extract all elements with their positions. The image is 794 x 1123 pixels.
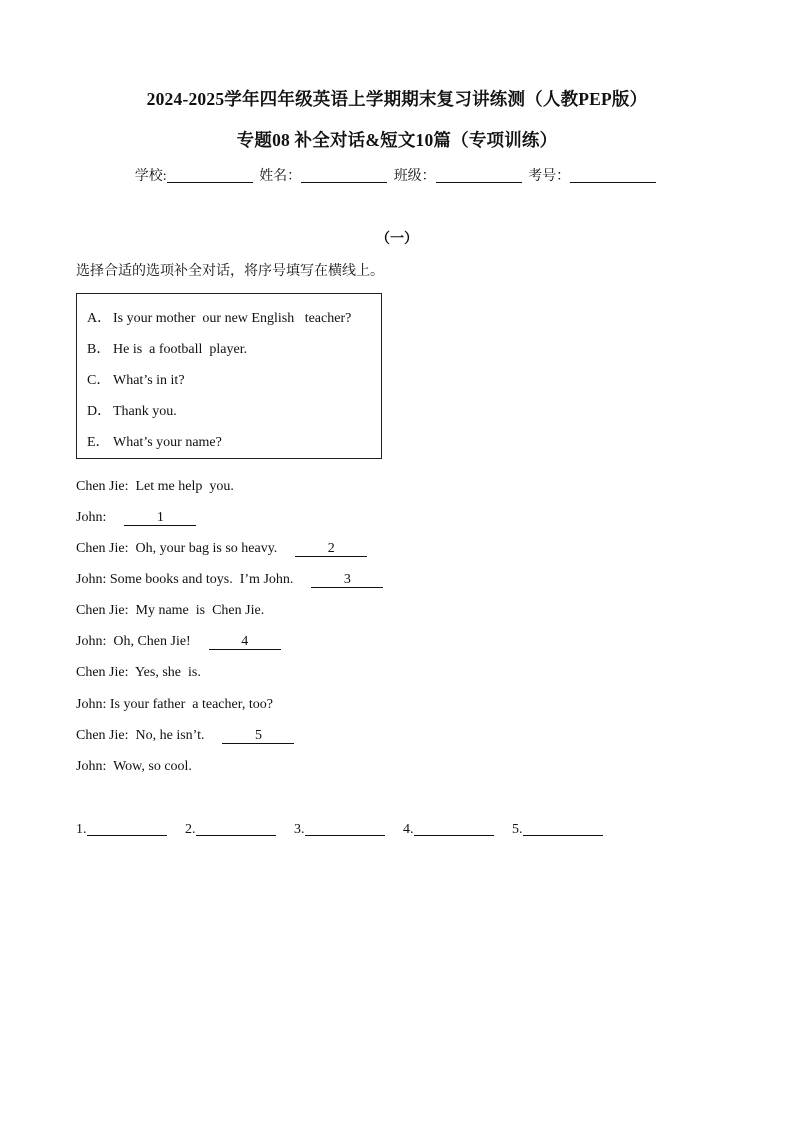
- dialogue-line: [76, 541, 367, 557]
- school-label: 学校:: [134, 169, 167, 184]
- answer-line[interactable]: [87, 821, 167, 836]
- answer-line[interactable]: [305, 821, 385, 836]
- name-input-line[interactable]: [301, 168, 387, 183]
- option-letter: A．: [87, 311, 112, 326]
- answer-slot-4: [403, 821, 494, 838]
- name-label: 姓名：: [259, 169, 302, 184]
- school-field: [135, 165, 256, 185]
- option-e: [87, 431, 222, 451]
- dialogue-text: Chen Jie: Let me help you.: [76, 479, 234, 494]
- answer-number: 5.: [512, 822, 523, 837]
- worksheet-subtitle: 专题08 补全对话&短文10篇（专项训练）: [236, 130, 558, 150]
- answer-row: [76, 821, 618, 838]
- section-heading: （一）: [376, 232, 418, 247]
- option-a: [87, 307, 351, 327]
- answer-slot-1: [76, 821, 167, 838]
- dialogue-text: Chen Jie: Yes, she is.: [76, 665, 201, 680]
- option-text: What’s in it?: [113, 373, 185, 388]
- dialogue-line: [76, 728, 294, 744]
- answer-number: 3.: [294, 822, 305, 837]
- answer-line[interactable]: [414, 821, 494, 836]
- option-text: Thank you.: [113, 404, 177, 419]
- dialogue-text: Chen Jie: No, he isn’t.: [76, 728, 205, 743]
- option-text: Is your mother our new English teacher?: [113, 311, 352, 326]
- option-letter: D．: [87, 404, 112, 419]
- answer-number: 2.: [185, 822, 196, 837]
- answer-blank-5[interactable]: 5: [222, 728, 294, 744]
- option-b: [87, 338, 247, 358]
- answer-line[interactable]: [196, 821, 276, 836]
- answer-blank-3[interactable]: 3: [311, 572, 383, 588]
- option-letter: C．: [87, 373, 111, 388]
- dialogue-text: John:: [76, 510, 107, 525]
- name-field: [259, 165, 390, 185]
- answer-slot-2: [185, 821, 276, 838]
- dialogue-text: John: Oh, Chen Jie!: [76, 634, 191, 649]
- option-letter: E．: [87, 435, 110, 450]
- option-c: [87, 369, 185, 389]
- exam-number-label: 考号：: [528, 169, 571, 184]
- option-text: He is a football player.: [113, 342, 248, 357]
- dialogue-line: [76, 603, 264, 619]
- answer-blank-4[interactable]: 4: [209, 634, 281, 650]
- dialogue-line: [76, 479, 234, 495]
- student-info-row: [0, 165, 794, 185]
- answer-blank-1[interactable]: 1: [124, 510, 196, 526]
- answer-number: 4.: [403, 822, 414, 837]
- dialogue-text: Chen Jie: My name is Chen Jie.: [76, 603, 265, 618]
- dialogue-text: John: Is your father a teacher, too?: [76, 697, 273, 712]
- answer-blank-2[interactable]: 2: [295, 541, 367, 557]
- option-letter: B．: [87, 342, 111, 357]
- school-input-line[interactable]: [167, 168, 253, 183]
- answer-slot-3: [294, 821, 385, 838]
- exam-number-field: [528, 165, 659, 185]
- worksheet-title: 2024-2025学年四年级英语上学期期末复习讲练测（人教PEP版）: [146, 89, 648, 109]
- answer-line[interactable]: [523, 821, 603, 836]
- class-field: [394, 165, 525, 185]
- class-input-line[interactable]: [436, 168, 522, 183]
- dialogue-text: John: Wow, so cool.: [76, 759, 192, 774]
- option-text: What’s your name?: [113, 435, 222, 450]
- answer-number: 1.: [76, 822, 87, 837]
- options-box: [76, 293, 382, 459]
- dialogue-line: [76, 572, 383, 588]
- instruction-text: 选择合适的选项补全对话，将序号填写在横线上。: [76, 264, 384, 279]
- answer-slot-5: [512, 821, 603, 838]
- dialogue-line: [76, 665, 201, 681]
- option-d: [87, 400, 177, 420]
- dialogue-line: [76, 634, 281, 650]
- dialogue-line: [76, 759, 192, 775]
- dialogue-line: [76, 697, 273, 713]
- dialogue-line: [76, 510, 196, 526]
- exam-number-input-line[interactable]: [570, 168, 656, 183]
- dialogue-text: Chen Jie: Oh, your bag is so heavy.: [76, 541, 278, 556]
- class-label: 班级：: [393, 169, 436, 184]
- dialogue-text: John: Some books and toys. I’m John.: [76, 572, 294, 587]
